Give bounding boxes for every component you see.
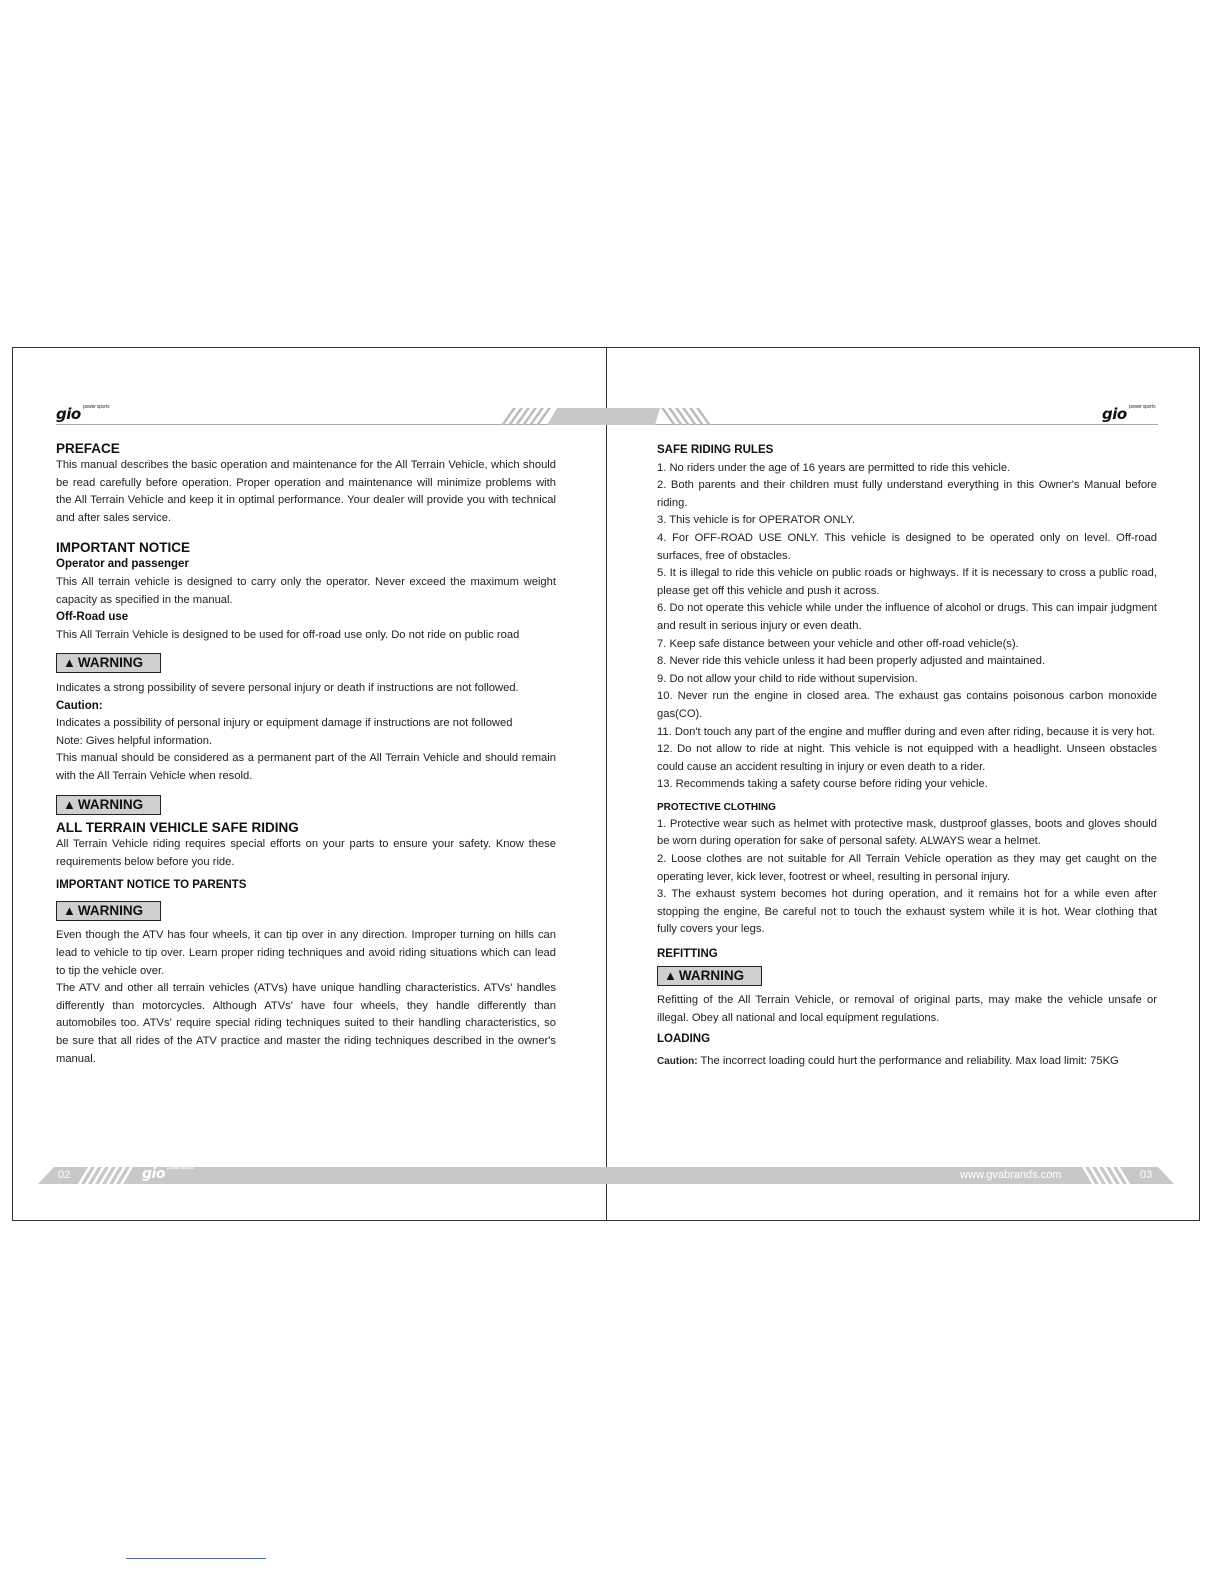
footer-stripes-left bbox=[76, 1167, 136, 1184]
rule-item: 12. Do not allow to ride at night. This vehicle is not equipped with a headlight. Unseen obstacles could cause an accident resulting in injury or even death to a rider. bbox=[657, 743, 1157, 773]
footer-logo: gio power sports bbox=[142, 1165, 194, 1182]
parents-text-2: The ATV and other all terrain vehicles (ATVs) have unique handling characteristics. ATVs' handles differently than motorcycles. Although ATVs' have four wheels, they handle differently than automobiles too. ATVs' require special riding techniques suited to their handling characteristics, so be sure that all rides of the ATV practice and master the riding techniques described in the owner's manual. bbox=[56, 982, 556, 1065]
warning-label: ▲ WARNING bbox=[56, 901, 161, 921]
clothing-item: 1. Protective wear such as helmet with protective mask, dustproof glasses, boots and gloves should be worn during operation for sake of personal safety. ALWAYS wear a helmet. bbox=[657, 817, 1157, 848]
warning-triangle-icon: ▲ bbox=[664, 967, 677, 983]
loading-title: LOADING bbox=[657, 1033, 711, 1046]
warning-triangle-icon: ▲ bbox=[63, 655, 76, 671]
warning-text: Indicates a strong possibility of severe personal injury or death if instructions are not followed. bbox=[56, 681, 519, 694]
rule-item: 11. Don't touch any part of the engine and muffler during and even after riding, because it is very hot. bbox=[657, 725, 1156, 738]
refitting-title: REFITTING bbox=[657, 948, 718, 961]
brand-logo-right: gio power sports bbox=[1102, 404, 1156, 423]
page-divider bbox=[606, 347, 607, 1221]
caution-text: Indicates a possibility of personal injury or equipment damage if instructions are not followed bbox=[56, 717, 513, 730]
clothing-list bbox=[657, 816, 1157, 939]
bottom-underline bbox=[126, 1558, 266, 1559]
warning-label: ▲ WARNING bbox=[657, 966, 762, 986]
operator-heading: Operator and passenger bbox=[56, 558, 189, 571]
rule-item: 1. No riders under the age of 16 years are permitted to ride this vehicle. bbox=[657, 461, 1011, 474]
clothing-item: 2. Loose clothes are not suitable for All Terrain Vehicle operation as they may get caught on the operating lever, kick lever, footrest or wheel, resulting in personal injury. bbox=[657, 853, 1157, 883]
safe-riding-text: All Terrain Vehicle riding requires special efforts on your parts to ensure your safety. Know these requirements below before you ride. bbox=[56, 838, 556, 868]
rule-item: 6. Do not operate this vehicle while under the influence of alcohol or drugs. This can impair judgment and result in serious injury or even death. bbox=[657, 602, 1157, 632]
website-link[interactable]: www.gvabrands.com bbox=[960, 1169, 1062, 1181]
operator-text: This All terrain vehicle is designed to carry only the operator. Never exceed the maximum weight capacity as specified in the manual. bbox=[56, 575, 556, 606]
rules-title: SAFE RIDING RULES bbox=[657, 444, 774, 456]
right-page-content bbox=[657, 442, 1157, 1071]
offroad-text: This All Terrain Vehicle is designed to be used for off-road use only. Do not ride on public road bbox=[56, 628, 520, 641]
warning-triangle-icon: ▲ bbox=[63, 796, 76, 812]
rule-item: 9. Do not allow your child to ride without supervision. bbox=[657, 672, 918, 685]
permanent-text: This manual should be considered as a permanent part of the All Terrain Vehicle and should remain with the All Terrain Vehicle when resold. bbox=[56, 752, 556, 782]
rule-item: 4. For OFF-ROAD USE ONLY. This vehicle is designed to be operated only on level. Off-road surfaces, free of obstacles. bbox=[657, 531, 1157, 562]
warning-triangle-icon: ▲ bbox=[63, 902, 76, 918]
preface-text: This manual describes the basic operation and maintenance for the All Terrain Vehicle, which should be read carefully before operation. Proper operation and maintenance will minimize problems with the All Terrain Vehicle and keep it in optimal performance. Your dealer will provide you with technical and after sales service. bbox=[56, 459, 556, 524]
rule-item: 3. This vehicle is for OPERATOR ONLY. bbox=[657, 514, 855, 527]
page-number-left: 02 bbox=[58, 1169, 71, 1181]
parents-text-1: Even though the ATV has four wheels, it can tip over in any direction. Improper turning on hills can lead to vehicle to tip over. Learn proper riding techniques and avoid riding situations which can lead to tip the vehicle over. bbox=[56, 929, 556, 977]
preface-title: PREFACE bbox=[56, 441, 120, 456]
rule-item: 13. Recommends taking a safety course before riding your vehicle. bbox=[657, 778, 988, 791]
rule-item: 10. Never run the engine in closed area. The exhaust gas contains poisonous carbon monoxide gas(CO). bbox=[657, 690, 1157, 720]
footer-stripes-right bbox=[1080, 1167, 1136, 1184]
rule-item: 5. It is illegal to ride this vehicle on public roads or highways. If it is necessary to cross a public road, please get off this vehicle and push it across. bbox=[657, 567, 1157, 597]
safe-riding-title: ALL TERRAIN VEHICLE SAFE RIDING bbox=[56, 820, 299, 836]
warning-label: ▲ WARNING bbox=[56, 653, 161, 673]
rules-list bbox=[657, 460, 1157, 794]
page-number-right: 03 bbox=[1140, 1169, 1153, 1181]
rule-item: 8. Never ride this vehicle unless it had been properly adjusted and maintained. bbox=[657, 655, 1046, 668]
offroad-heading: Off-Road use bbox=[56, 611, 129, 624]
clothing-item: 3. The exhaust system becomes hot during operation, and it remains hot for a while even after stopping the engine, Be careful not to touch the exhaust system while it is hot. Wear clothing that fully covers your legs. bbox=[657, 888, 1157, 936]
refitting-text: Refitting of the All Terrain Vehicle, or removal of original parts, may make the vehicle unsafe or illegal. Obey all national and local equipment regulations. bbox=[657, 994, 1157, 1024]
caution-heading: Caution: bbox=[56, 699, 103, 712]
parents-title: IMPORTANT NOTICE TO PARENTS bbox=[56, 879, 247, 892]
clothing-title: PROTECTIVE CLOTHING bbox=[657, 801, 776, 813]
loading-text: Caution: The incorrect loading could hurt the performance and reliability. Max load limit: 75KG bbox=[657, 1055, 1119, 1067]
warning-label: ▲ WARNING bbox=[56, 795, 161, 815]
rule-item: 7. Keep safe distance between your vehicle and other off-road vehicle(s). bbox=[657, 637, 1019, 650]
rule-item: 2. Both parents and their children must fully understand everything in this Owner's Manual before riding. bbox=[657, 479, 1157, 509]
left-page-content bbox=[56, 440, 556, 1068]
important-notice-title: IMPORTANT NOTICE bbox=[56, 540, 190, 556]
note-text: Note: Gives helpful information. bbox=[56, 734, 213, 747]
header-stripe-band bbox=[495, 408, 720, 425]
brand-logo-left: gio power sports bbox=[56, 404, 110, 423]
